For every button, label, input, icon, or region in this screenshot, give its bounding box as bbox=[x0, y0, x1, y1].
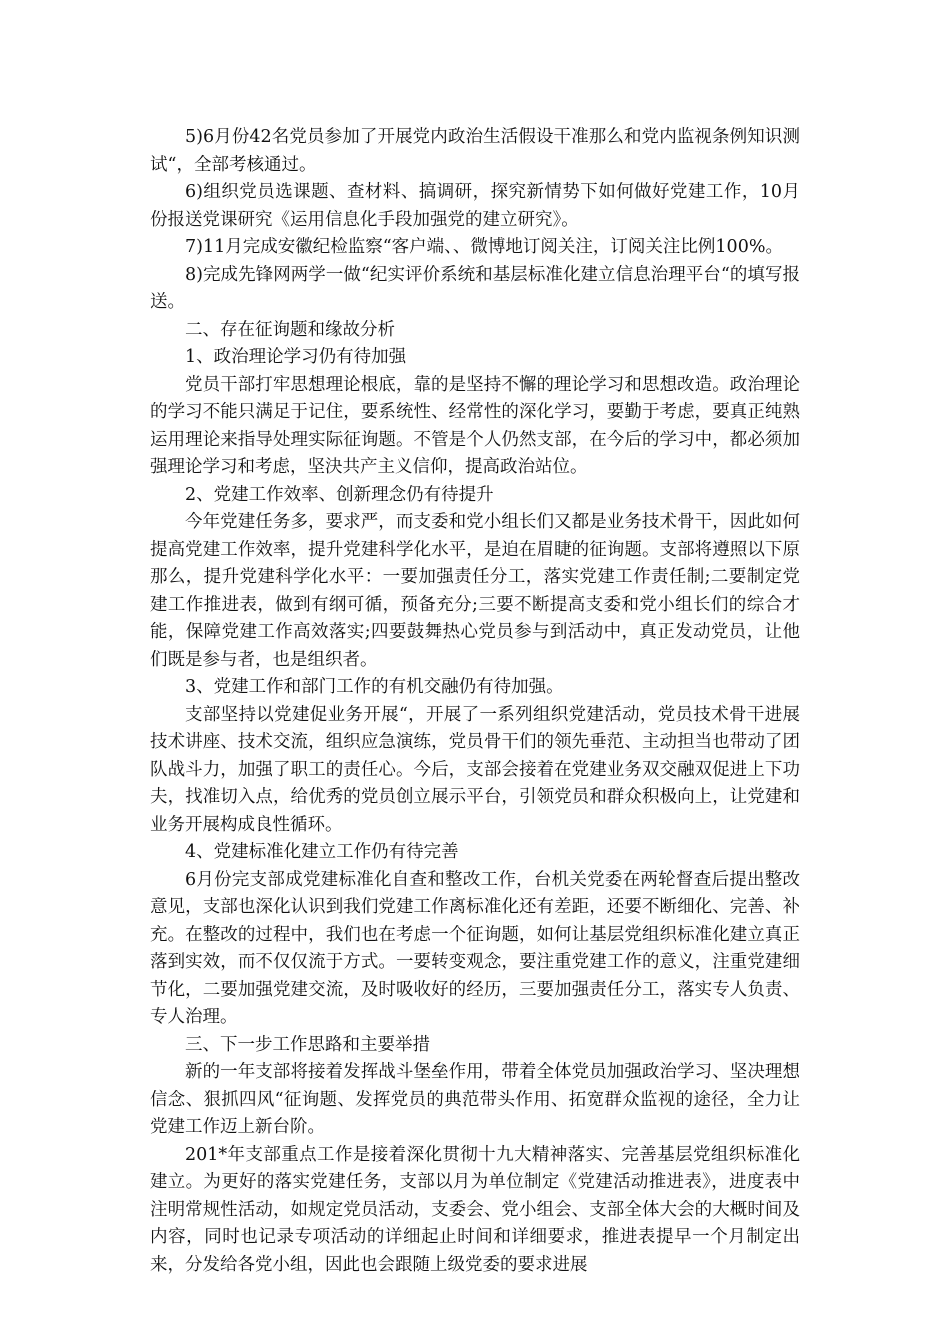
paragraph-integration: 支部坚持以党建促业务开展“，开展了一系列组织党建活动，党员技术骨干进展技术讲座、技术交流，组织应急演练，党员骨干们的领先垂范、主动担当也带动了团队战斗力，加强了职工的责任心。今后，支部会接着在党建业务双交融双促进上下功夫，找准切入点，给优秀的党员创立展示平台，引领党员和群众积极向上，让党建和业务开展构成良性循环。 bbox=[150, 704, 800, 835]
paragraph-item-5: 5)6月份42名党员参加了开展党内政治生活假设干准那么和党内监视条例知识测试“，全部考核通过。 bbox=[150, 127, 800, 175]
document-body bbox=[150, 124, 800, 1279]
section-heading-3: 三、下一步工作思路和主要举措 bbox=[185, 1034, 430, 1055]
paragraph-key-work: 201*年支部重点工作是接着深化贯彻十九大精神落实、完善基层党组织标准化建立。为更好的落实党建任务，支部以月为单位制定《党建活动推进表》，进度表中注明常规性活动，如规定党员活动，支委会、党小组会、支部全体大会的大概时间及内容，同时也记录专项活动的详细起止时间和详细要求，推进表提早一个月制定出来，分发给各党小组，因此也会跟随上级党委的要求进展 bbox=[150, 1144, 800, 1275]
paragraph-efficiency: 今年党建任务多，要求严，而支委和党小组长们又都是业务技术骨干，因此如何提高党建工作效率，提升党建科学化水平，是迫在眉睫的征询题。支部将遵照以下原那么，提升党建科学化水平：一要加强责任分工，落实党建工作责任制;二要制定党建工作推进表，做到有纲可循，预备充分;三要不断提高支委和党小组长们的综合才能，保障党建工作高效落实;四要鼓舞热心党员参与到活动中，真正发动党员，让他们既是参与者，也是组织者。 bbox=[150, 512, 800, 670]
paragraph-theory-study: 党员干部打牢思想理论根底，靠的是坚持不懈的理论学习和思想改造。政治理论的学习不能只满足于记住，要系统性、经常性的深化学习，要勤于考虑，要真正纯熟运用理论来指导处理实际征询题。不管是个人仍然支部，在今后的学习中，都必须加强理论学习和考虑，坚決共产主义信仰，提高政治站位。 bbox=[150, 374, 800, 477]
paragraph-item-7: 7)11月完成安徽纪检监察“客户端、、微博地订阅关注，订阅关注比例100%。 bbox=[185, 237, 783, 257]
section-heading-2: 二、存在征询题和缘故分析 bbox=[185, 319, 395, 340]
paragraph-item-6: 6)组织党员选课题、查材料、搞调研，探究新情势下如何做好党建工作，10月份报送党课研究《运用信息化手段加强党的建立研究》。 bbox=[150, 182, 800, 230]
paragraph-standardization: 6月份完支部成党建标准化自查和整改工作，台机关党委在两轮督查后提出整改意见，支部也深化认识到我们党建工作离标准化还有差距，还要不断细化、完善、补充。在整改的过程中，我们也在考虑一个征询题，如何让基层党组织标准化建立真正落到实效，而不仅仅流于方式。一要转变观念，要注重党建工作的意义，注重党建细节化，二要加强党建交流，及时吸收好的经历，三要加强责任分工，落实专人负责、专人治理。 bbox=[150, 869, 800, 1027]
subheading-2: 2、党建工作效率、创新理念仍有待提升 bbox=[185, 484, 494, 505]
paragraph-item-8: 8)完成先锋网两学一做“纪实评价系统和基层标准化建立信息治理平台“的填写报送。 bbox=[150, 264, 800, 312]
paragraph-next-year: 新的一年支部将接着发挥战斗堡垒作用，带着全体党员加强政治学习、坚决理想信念、狠抓四风“征询题、发挥党员的典范带头作用、拓宽群众监视的途径，全力让党建工作迈上新台阶。 bbox=[150, 1062, 800, 1137]
subheading-4: 4、党建标准化建立工作仍有待完善 bbox=[185, 842, 459, 862]
subheading-3: 3、党建工作和部门工作的有机交融仍有待加强。 bbox=[185, 677, 564, 697]
subheading-1: 1、政治理论学习仍有待加强 bbox=[185, 347, 407, 367]
